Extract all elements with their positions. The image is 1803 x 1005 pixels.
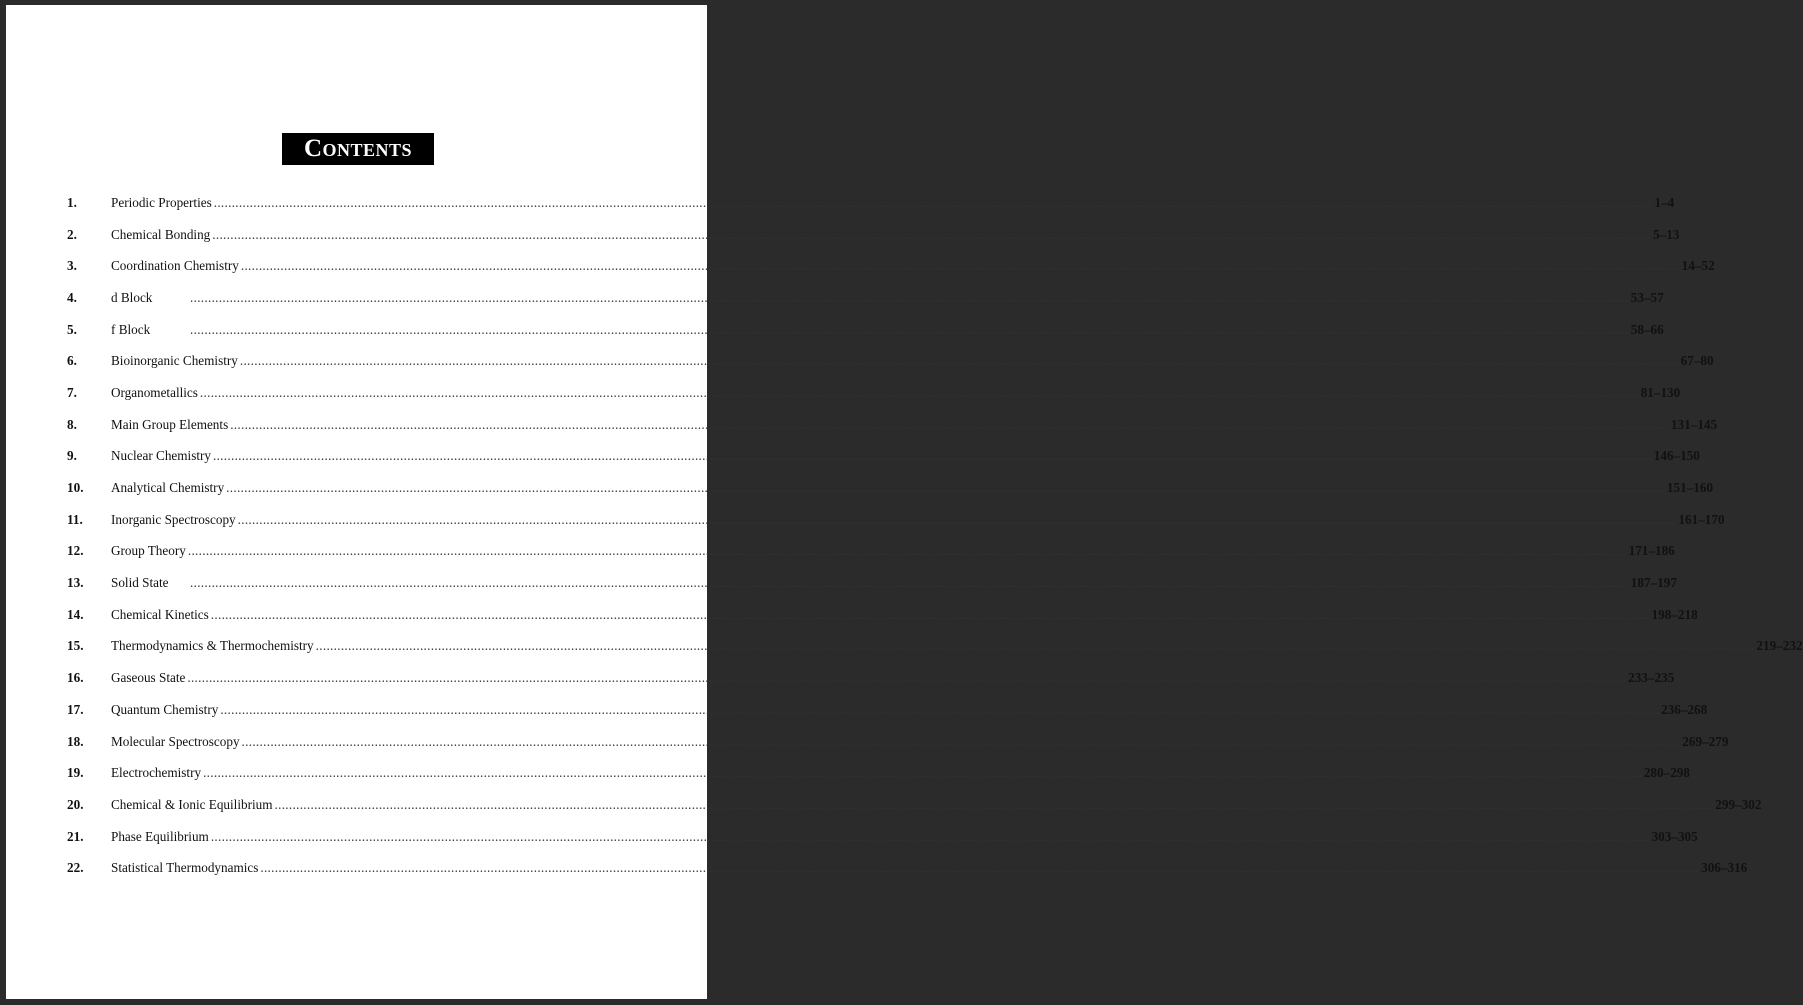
entry-number: 21. <box>67 828 84 844</box>
toc-entry <box>67 662 1675 694</box>
entry-pages: 171–186 <box>1628 543 1675 559</box>
toc-entry <box>67 726 1729 758</box>
toc-entry <box>67 536 1675 568</box>
dot-leader: ................................................................................................................................................................................................................................................................................................................................................................................................................ <box>237 511 1677 527</box>
entry-title: f Block <box>111 321 151 337</box>
entry-pages: 299–302 <box>1715 796 1762 812</box>
entry-number: 15. <box>67 638 84 654</box>
toc-entry <box>67 757 1690 789</box>
toc-entry <box>67 472 1714 504</box>
entry-title: Gaseous State <box>111 670 186 686</box>
entry-number: 6. <box>67 353 77 369</box>
entry-pages: 233–235 <box>1628 670 1675 686</box>
entry-title: Thermodynamics & Thermochemistry <box>111 638 314 654</box>
entry-number: 12. <box>67 543 84 559</box>
entry-title: Organometallics <box>111 384 198 400</box>
entry-title: Chemical & Ionic Equilibrium <box>111 796 273 812</box>
entry-title: Analytical Chemistry <box>111 480 225 496</box>
entry-number: 16. <box>67 670 84 686</box>
entry-pages: 280–298 <box>1643 765 1690 781</box>
entry-pages: 219–232 <box>1756 638 1803 654</box>
entry-title: Main Group Elements <box>111 416 229 432</box>
dot-leader: ................................................................................................................................................................................................................................................................................................................................................................................................................ <box>213 194 1653 210</box>
entry-pages: 303–305 <box>1651 828 1698 844</box>
entry-title: Electrochemistry <box>111 765 202 781</box>
toc-entry <box>67 852 1748 884</box>
toc-entry <box>67 377 1681 409</box>
entry-pages: 81–130 <box>1640 384 1681 400</box>
toc-entry <box>67 631 1803 663</box>
entry-number: 20. <box>67 796 84 812</box>
toc-entry <box>67 345 1714 377</box>
entry-pages: 269–279 <box>1682 733 1729 749</box>
entry-pages: 306–316 <box>1701 860 1748 876</box>
entry-pages: 236–268 <box>1661 701 1708 717</box>
toc-entry <box>67 314 1664 346</box>
entry-title: Coordination Chemistry <box>111 258 239 274</box>
toc-entry <box>67 409 1718 441</box>
entry-number: 4. <box>67 289 77 305</box>
entry-number: 18. <box>67 733 84 749</box>
dot-leader: ................................................................................................................................................................................................................................................................................................................................................................................................................ <box>187 670 1627 686</box>
entry-pages: 67–80 <box>1680 353 1714 369</box>
dot-leader: ................................................................................................................................................................................................................................................................................................................................................................................................................ <box>190 289 1629 305</box>
document-page <box>6 5 1803 999</box>
entry-number: 13. <box>67 575 84 591</box>
entry-title: Molecular Spectroscopy <box>111 733 240 749</box>
contents-title: Contents <box>282 133 434 165</box>
toc-entry <box>67 441 1700 473</box>
entry-number: 14. <box>67 606 84 622</box>
table-of-contents <box>67 187 1803 884</box>
toc-entry <box>67 250 1715 282</box>
entry-number: 11. <box>67 511 83 527</box>
dot-leader: ................................................................................................................................................................................................................................................................................................................................................................................................................ <box>187 543 1627 559</box>
dot-leader: ................................................................................................................................................................................................................................................................................................................................................................................................................ <box>203 765 1642 781</box>
entry-title: Chemical Bonding <box>111 226 211 242</box>
dot-leader: ................................................................................................................................................................................................................................................................................................................................................................................................................ <box>199 384 1639 400</box>
entry-pages: 146–150 <box>1653 448 1700 464</box>
toc-entry <box>67 694 1708 726</box>
entry-number: 22. <box>67 860 84 876</box>
dot-leader: ................................................................................................................................................................................................................................................................................................................................................................................................................ <box>212 448 1652 464</box>
dot-leader: ................................................................................................................................................................................................................................................................................................................................................................................................................ <box>220 701 1660 717</box>
dot-leader: ................................................................................................................................................................................................................................................................................................................................................................................................................ <box>190 321 1629 337</box>
dot-leader: ................................................................................................................................................................................................................................................................................................................................................................................................................ <box>226 480 1665 496</box>
entry-pages: 5–13 <box>1653 226 1680 242</box>
toc-entry <box>67 282 1664 314</box>
entry-pages: 151–160 <box>1666 480 1714 496</box>
dot-leader: ................................................................................................................................................................................................................................................................................................................................................................................................................ <box>210 828 1650 844</box>
entry-number: 2. <box>67 226 77 242</box>
entry-pages: 58–66 <box>1630 321 1664 337</box>
entry-pages: 1–4 <box>1654 194 1675 210</box>
toc-entry <box>67 821 1698 853</box>
dot-leader: ................................................................................................................................................................................................................................................................................................................................................................................................................ <box>240 258 1680 274</box>
dot-leader: ................................................................................................................................................................................................................................................................................................................................................................................................................ <box>274 796 1714 812</box>
entry-title: Inorganic Spectroscopy <box>111 511 236 527</box>
entry-pages: 161–170 <box>1678 511 1725 527</box>
dot-leader: ................................................................................................................................................................................................................................................................................................................................................................................................................ <box>210 606 1650 622</box>
entry-pages: 198–218 <box>1651 606 1698 622</box>
entry-number: 8. <box>67 416 77 432</box>
toc-entry <box>67 187 1675 219</box>
entry-number: 10. <box>67 480 84 496</box>
entry-pages: 14–52 <box>1681 258 1715 274</box>
entry-number: 5. <box>67 321 77 337</box>
entry-title: Chemical Kinetics <box>111 606 209 622</box>
entry-title: Statistical Thermodynamics <box>111 860 259 876</box>
entry-number: 7. <box>67 384 77 400</box>
entry-title: Group Theory <box>111 543 186 559</box>
toc-entry <box>67 567 1677 599</box>
entry-number: 3. <box>67 258 77 274</box>
entry-title: Nuclear Chemistry <box>111 448 211 464</box>
entry-number: 17. <box>67 701 84 717</box>
dot-leader: ................................................................................................................................................................................................................................................................................................................................................................................................................ <box>239 353 1679 369</box>
entry-pages: 53–57 <box>1630 289 1664 305</box>
entry-title: Solid State <box>111 575 169 591</box>
dot-leader: ................................................................................................................................................................................................................................................................................................................................................................................................................ <box>260 860 1700 876</box>
toc-entry <box>67 789 1762 821</box>
entry-pages: 131–145 <box>1670 416 1718 432</box>
entry-pages: 187–197 <box>1630 575 1677 591</box>
entry-number: 19. <box>67 765 84 781</box>
dot-leader: ................................................................................................................................................................................................................................................................................................................................................................................................................ <box>212 226 1652 242</box>
entry-number: 9. <box>67 448 77 464</box>
entry-title: Bioinorganic Chemistry <box>111 353 238 369</box>
toc-entry <box>67 504 1725 536</box>
dot-leader: ................................................................................................................................................................................................................................................................................................................................................................................................................ <box>190 575 1629 591</box>
entry-title: Periodic Properties <box>111 194 212 210</box>
entry-title: Quantum Chemistry <box>111 701 219 717</box>
dot-leader: ................................................................................................................................................................................................................................................................................................................................................................................................................ <box>241 733 1681 749</box>
entry-number: 1. <box>67 194 77 210</box>
toc-entry <box>67 219 1680 251</box>
entry-title: d Block <box>111 289 153 305</box>
dot-leader: ................................................................................................................................................................................................................................................................................................................................................................................................................ <box>230 416 1669 432</box>
entry-title: Phase Equilibrium <box>111 828 209 844</box>
dot-leader: ................................................................................................................................................................................................................................................................................................................................................................................................................ <box>315 638 1755 654</box>
toc-entry <box>67 599 1698 631</box>
